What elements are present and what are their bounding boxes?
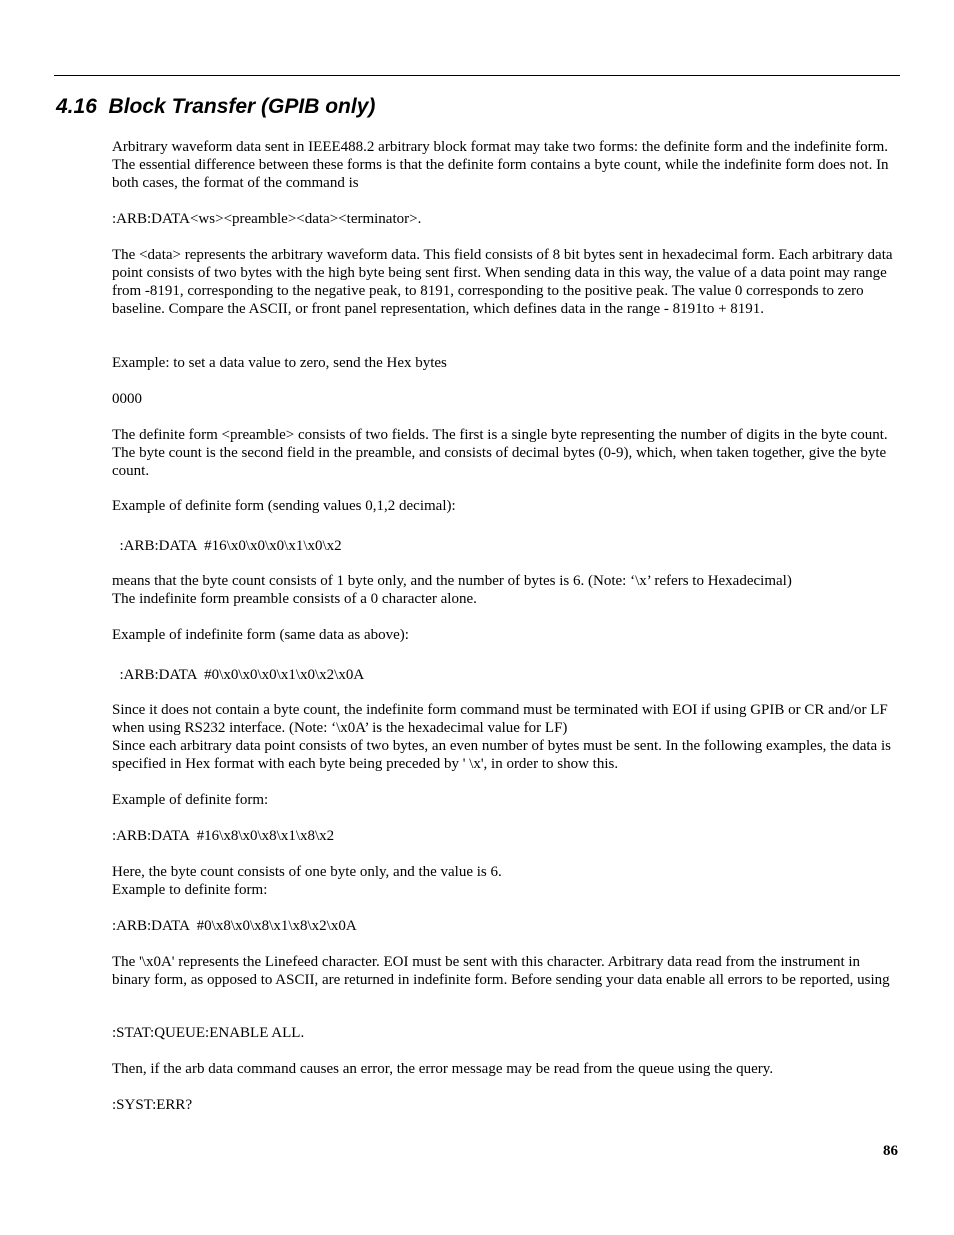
zero-example-bytes: 0000: [112, 391, 142, 407]
indefinite-example-command: :ARB:DATA #0\x0\x0\x0\x1\x0\x2\x0A: [112, 667, 365, 683]
indefinite-example-intro: Example of indefinite form (same data as above):: [112, 627, 409, 643]
definite-hex-example-intro: Example of definite form:: [112, 792, 269, 808]
byte-count-note: means that the byte count consists of 1 byte only, and the number of bytes is 6. (Note: ‘\x’ refers to Hexadecimal) The indefinite form preamble consists of a 0 character alone.: [112, 573, 792, 607]
section-heading: [56, 94, 375, 120]
section-title: Block Transfer (GPIB only): [108, 95, 376, 118]
intro-paragraph: Arbitrary waveform data sent in IEEE488.2 arbitrary block format may take two forms: the definite form and the indefinite form. The essential difference between these forms is that the definite form contains a byte count, while the indefinite form does not. In both cases, the format of the command is: [112, 139, 889, 191]
definite-example-intro: Example of definite form (sending values 0,1,2 decimal):: [112, 498, 456, 514]
section-number: 4.16: [56, 95, 97, 118]
indefinite-hex-example-command: :ARB:DATA #0\x8\x0\x8\x1\x8\x2\x0A: [112, 918, 357, 934]
definite-example-command: :ARB:DATA #16\x0\x0\x0\x1\x0\x2: [112, 538, 342, 554]
termination-paragraph: Since it does not contain a byte count, the indefinite form command must be terminated with EOI if using GPIB or CR and/or LF when using RS232 interface. (Note: ‘\x0A’ is the hexadecimal value for LF) Since each arbitrary data point consists of two bytes, an even number of bytes must be sent. In the following examples, the data is specified in Hex format with each byte being preceded by ' \x', in order to show this.: [112, 702, 891, 772]
data-description-paragraph: The <data> represents the arbitrary waveform data. This field consists of 8 bit bytes sent in hexadecimal form. Each arbitrary data point consists of two bytes with the high byte being sent first. When sending data in this way, the value of a data point may range from -8191, corresponding to the negative peak, to 8191, corresponding to the positive peak. The value 0 corresponds to zero baseline. Compare the ASCII, or front panel representation, which defines data in the range - 8191to + 8191.: [112, 247, 893, 317]
definite-form-paragraph: The definite form <preamble> consists of two fields. The first is a single byte representing the number of digits in the byte count. The byte count is the second field in the preamble, and consists of decimal bytes (0-9), which, when taken together, give the byte count.: [112, 427, 888, 479]
syst-err-command: :SYST:ERR?: [112, 1097, 193, 1113]
header-rule: [54, 75, 900, 76]
linefeed-paragraph: The '\x0A' represents the Linefeed character. EOI must be sent with this character. Arbitrary data read from the instrument in binary form, as opposed to ASCII, are returned in indefinite form. Before sending your data enable all errors to be reported, using: [112, 954, 890, 988]
stat-queue-command: :STAT:QUEUE:ENABLE ALL.: [112, 1025, 305, 1041]
error-query-paragraph: Then, if the arb data command causes an error, the error message may be read from the queue using the query.: [112, 1061, 774, 1077]
byte-count-explanation: Here, the byte count consists of one byte only, and the value is 6. Example to definite form:: [112, 864, 502, 898]
definite-hex-example-command: :ARB:DATA #16\x8\x0\x8\x1\x8\x2: [112, 828, 335, 844]
zero-example-intro: Example: to set a data value to zero, send the Hex bytes: [112, 355, 447, 371]
command-syntax: :ARB:DATA<ws><preamble><data><terminator>.: [112, 211, 422, 227]
page-number: 86: [883, 1143, 898, 1159]
